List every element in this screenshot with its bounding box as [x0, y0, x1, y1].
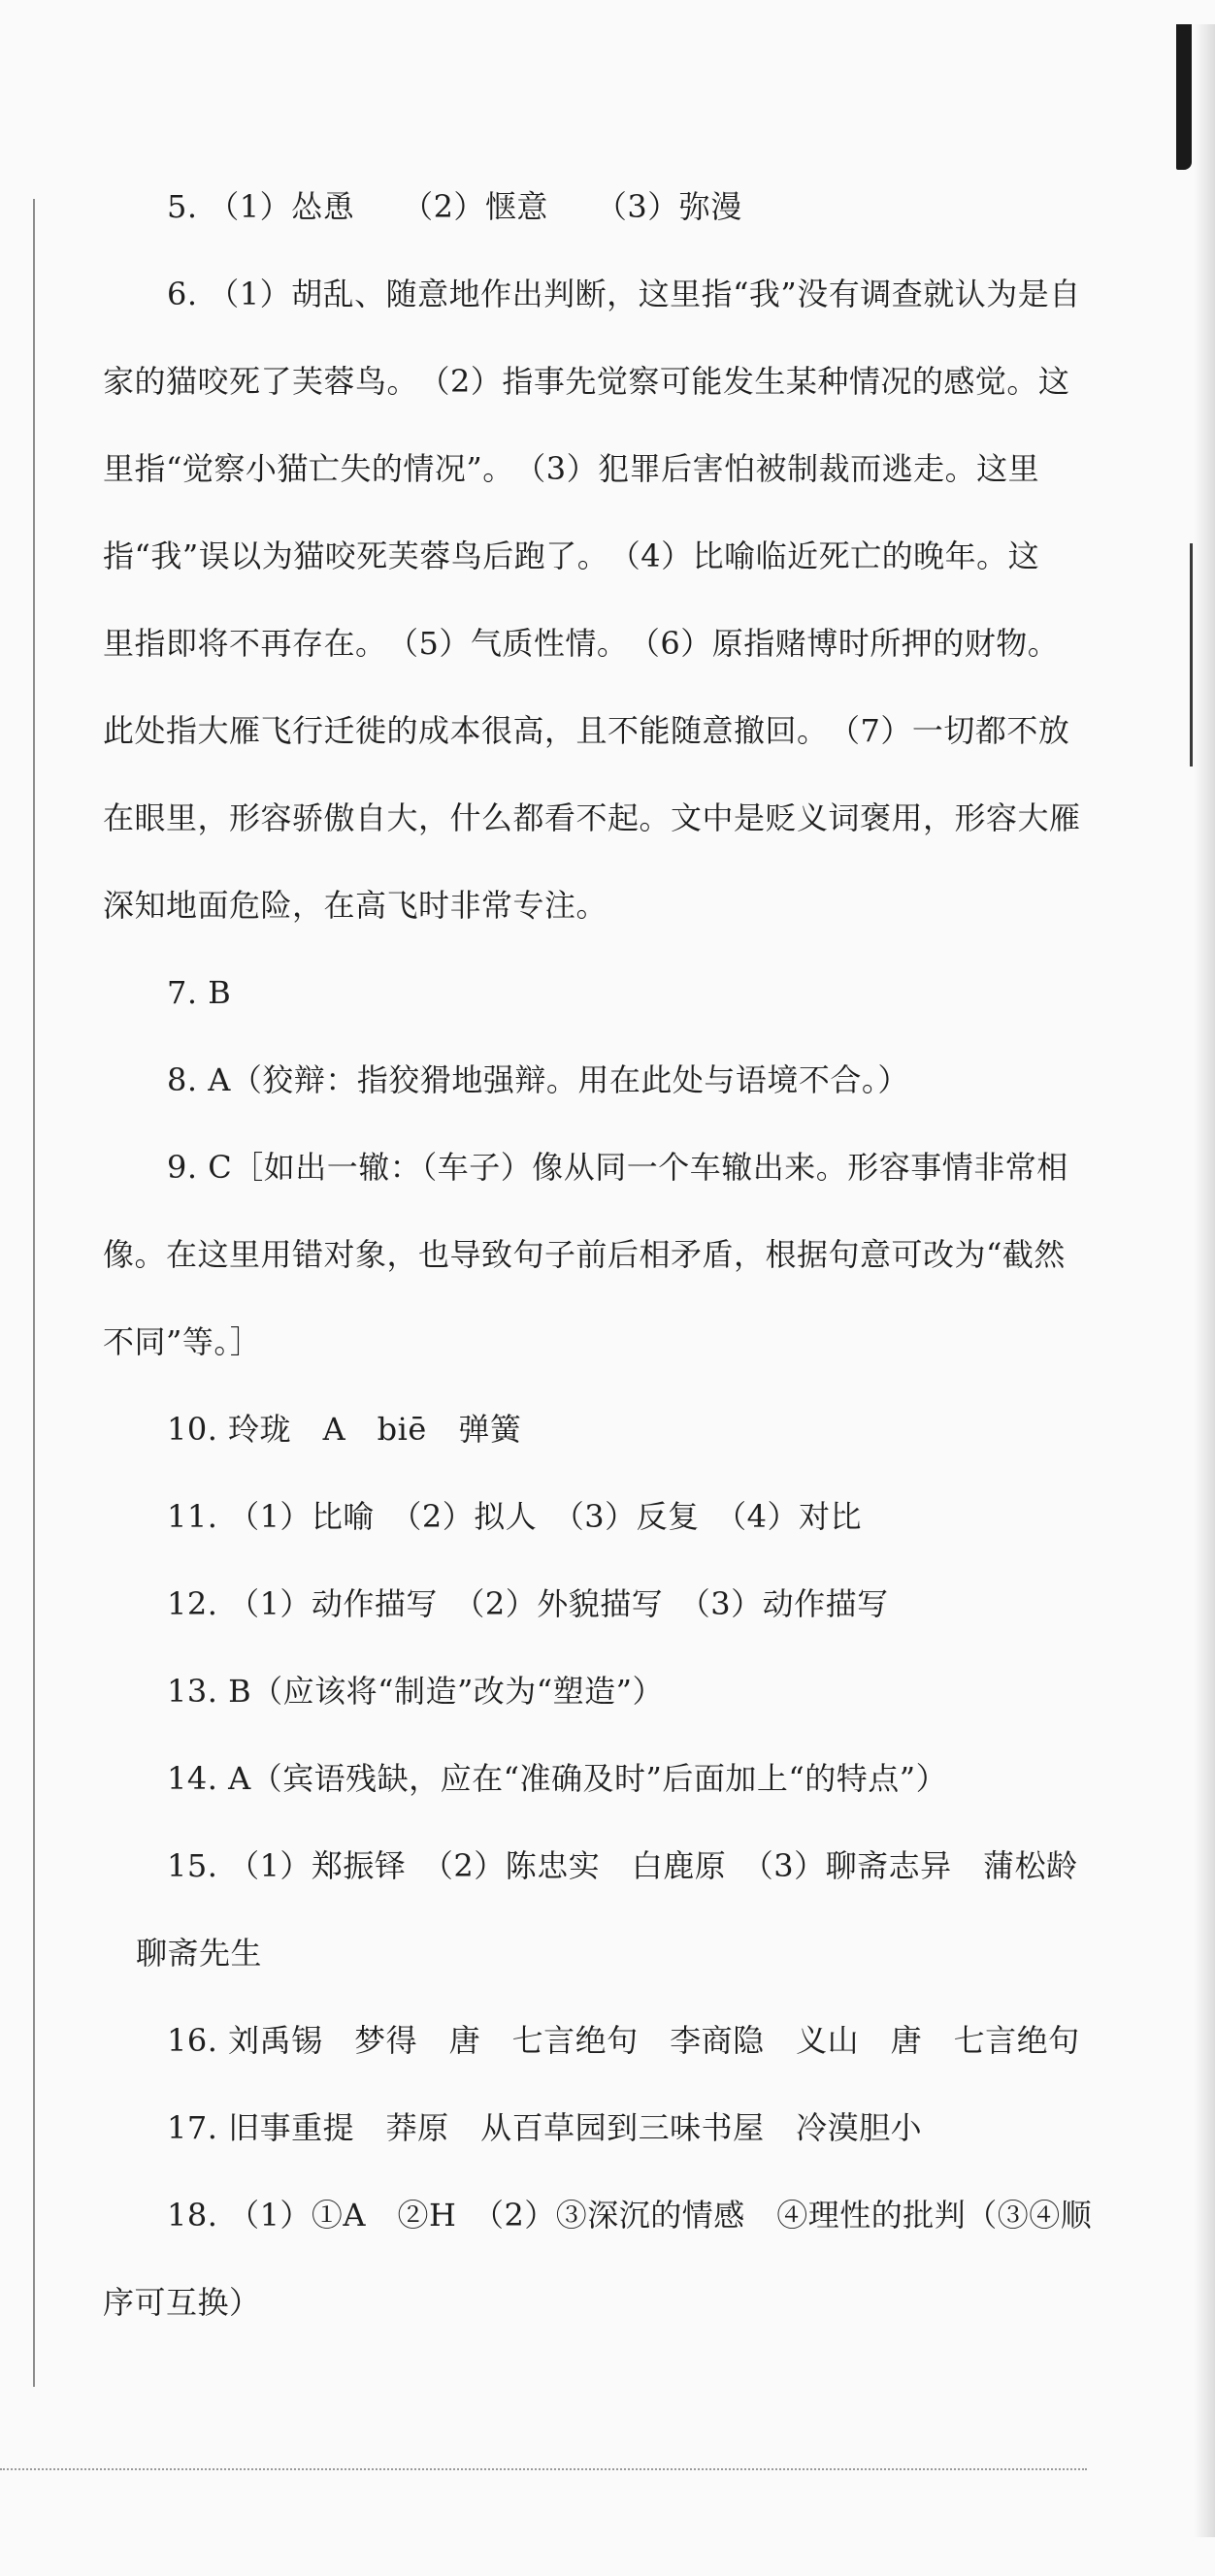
- page-edge-shadow: [1194, 24, 1215, 2537]
- answer-11: 11. （1）比喻 （2）拟人 （3）反复 （4）对比: [167, 1498, 863, 1535]
- answer-9-line-2: 像。在这里用错对象，也导致句子前后相矛盾，根据句意可改为“截然: [103, 1236, 1066, 1273]
- answer-9-line-3: 不同”等。］: [103, 1323, 262, 1360]
- answer-15-line-2: 聊斋先生: [136, 1935, 263, 1972]
- answer-18-line-1: 18. （1）①A ②H （2）③深沉的情感 ④理性的批判（③④顺: [167, 2197, 1093, 2234]
- answer-6-line-4: 指“我”误以为猫咬死芙蓉鸟后跑了。 （4）比喻临近死亡的晚年。这: [103, 538, 1040, 574]
- answer-9-line-1: 9. C［如出一辙：（车子）像从同一个车辙出来。形容事情非常相: [167, 1149, 1068, 1186]
- answer-14: 14. A（宾语残缺，应在“准确及时”后面加上“的特点”）: [167, 1760, 948, 1797]
- binding-edge-mark: [1176, 24, 1192, 170]
- answer-17: 17. 旧事重提 莽原 从百草园到三味书屋 冷漠胆小: [167, 2109, 923, 2146]
- answer-6-line-2: 家的猫咬死了芙蓉鸟。 （2）指事先觉察可能发生某种情况的感觉。这: [103, 363, 1070, 400]
- answer-12: 12. （1）动作描写 （2）外貌描写 （3）动作描写: [167, 1585, 889, 1622]
- answer-6-line-1: 6. （1）胡乱、随意地作出判断，这里指“我”没有调查就认为是自: [167, 276, 1081, 312]
- answer-10: 10. 玲珑 A biē 弹簧: [167, 1411, 522, 1448]
- answer-13: 13. B（应该将“制造”改为“塑造”）: [167, 1673, 665, 1710]
- answer-15-line-1: 15. （1）郑振铎 （2）陈忠实 白鹿原 （3）聊斋志异 蒲松龄: [167, 1847, 1078, 1884]
- bottom-dotted-rule: [0, 2468, 1087, 2470]
- answer-6-line-5: 里指即将不再存在。 （5）气质性情。 （6）原指赌博时所押的财物。: [103, 625, 1060, 662]
- answer-6-line-3: 里指“觉察小猫亡失的情况”。 （3）犯罪后害怕被制裁而逃走。这里: [103, 450, 1040, 487]
- answer-8: 8. A（狡辩：指狡猾地强辩。用在此处与语境不合。）: [167, 1061, 909, 1098]
- answer-7: 7. B: [167, 974, 232, 1011]
- answer-6-line-7: 在眼里，形容骄傲自大，什么都看不起。文中是贬义词褒用，形容大雁: [103, 799, 1081, 836]
- answer-5: 5. （1）怂恿 （2）惬意 （3）弥漫: [167, 188, 742, 225]
- left-margin-line: [33, 199, 35, 2387]
- binding-edge-line: [1190, 543, 1193, 766]
- answer-6-line-6: 此处指大雁飞行迁徙的成本很高，且不能随意撤回。 （7）一切都不放: [103, 712, 1070, 749]
- answer-6-line-8: 深知地面危险，在高飞时非常专注。: [103, 887, 608, 924]
- answer-16: 16. 刘禹锡 梦得 唐 七言绝句 李商隐 义山 唐 七言绝句: [167, 2022, 1080, 2059]
- answer-18-line-2: 序可互换）: [103, 2284, 261, 2321]
